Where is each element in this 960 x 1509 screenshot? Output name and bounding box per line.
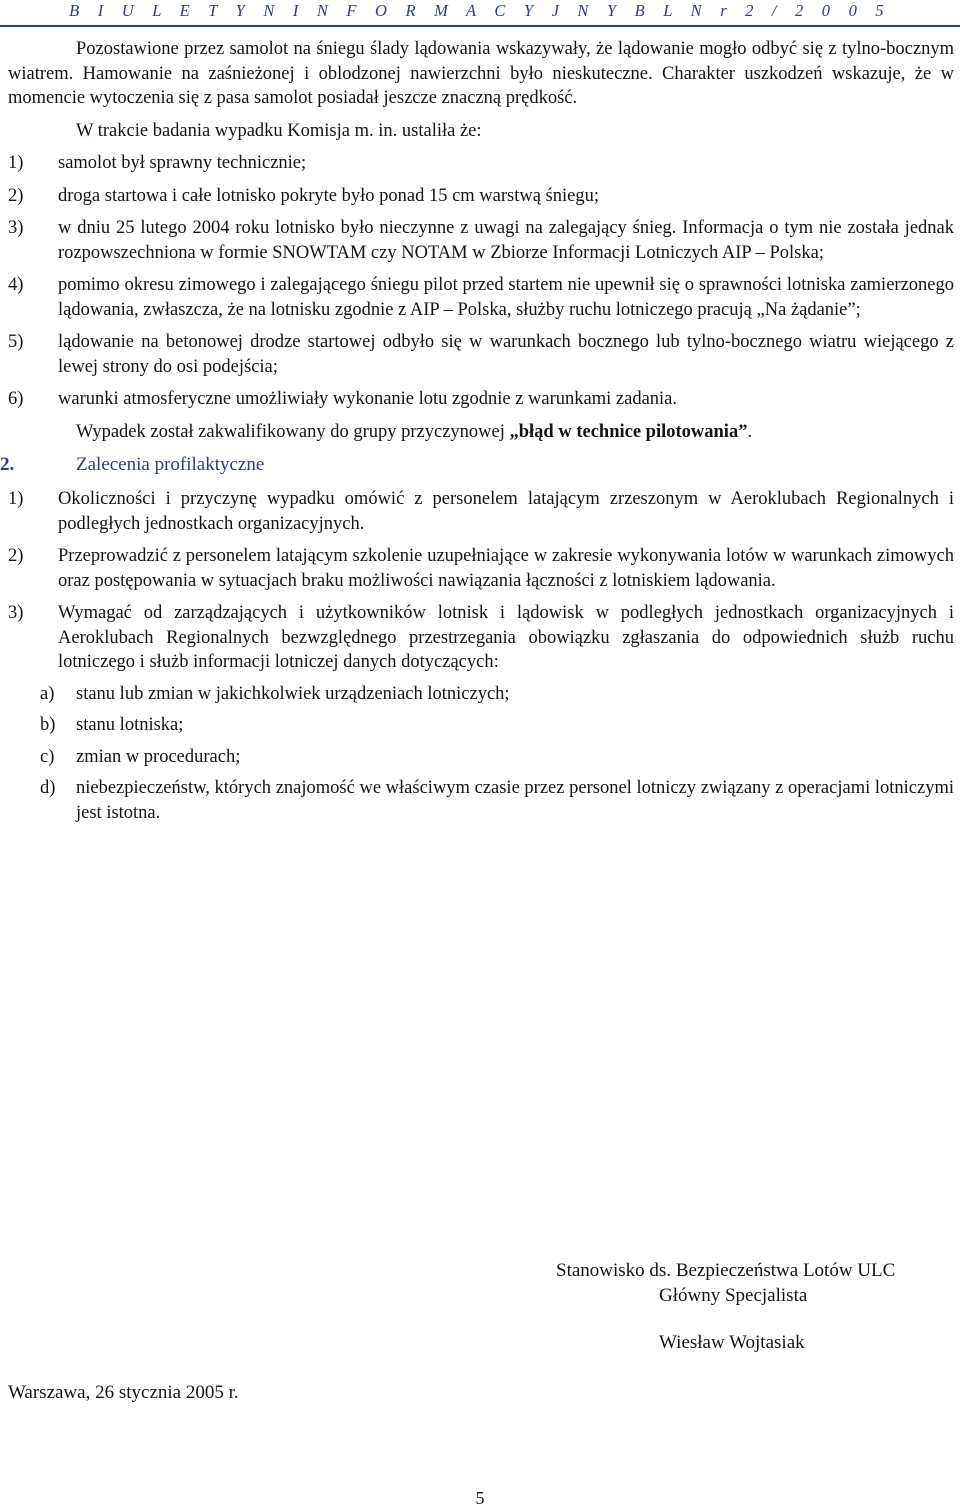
item-number: 5) [8,332,24,352]
signature-position: Główny Specjalista [659,1285,808,1306]
section-number: 2. [0,454,15,475]
item-letter: d) [40,778,56,798]
list-item [8,216,954,265]
item-number: 3) [8,603,24,623]
section-title: Zalecenia profilaktyczne [76,454,265,475]
list-item [8,151,954,176]
item-text: stanu lotniska; [76,715,184,735]
item-text: stanu lub zmian w jakichkolwiek urządzeniach lotniczych; [76,683,510,704]
item-text: Wymagać od zarządzających i użytkowników lotnisk i lądowisk w podległych jednostkach organizacyjnych i Aeroklubach Regionalnych bezwzględnego przestrzegania obowiązku zgłaszania do odpowiednich służb ruchu lotniczego i służb informacji lotniczej danych dotyczących: [58,603,954,672]
item-letter: b) [40,715,56,735]
intro-paragraph: Pozostawione przez samolot na śniegu ślady lądowania wskazywały, że lądowanie mogło odbyć się z tylno-bocznym wiatrem. Hamowanie na zaśnieżonej i oblodzonej nawierzchni było nieskuteczne. Charakter uszkodzeń wskazuje, że w momencie wytoczenia się z pasa samolot posiadał jeszcze znaczną prędkość. [8,39,954,108]
list-item [8,601,954,675]
list-item [8,330,954,379]
classification-paragraph [8,420,954,445]
item-text: Przeprowadzić z personelem latającym szkolenie uzupełniające w zakresie wykonywania lotów w warunkach zimowych oraz postępowania w sytuacjach braku możliwości nawiązania łączności z lotniskiem lądowania. [58,546,954,591]
sub-list-item [8,745,954,770]
signature-office: Stanowisko ds. Bezpieczeństwa Lotów ULC [556,1260,896,1281]
item-letter: a) [40,683,55,704]
sub-list-item [8,713,954,738]
section-heading [0,453,954,479]
item-number: 1) [8,489,24,509]
item-number: 6) [8,389,24,409]
recommendations-list [8,487,954,675]
item-text: warunki atmosferyczne umożliwiały wykonanie lotu zgodnie z warunkami zadania. [58,389,678,409]
classification-suffix: . [747,421,753,442]
item-text: niebezpieczeństw, których znajomość we właściwym czasie przez personel lotniczy związany z operacjami lotniczymi jest istotna. [76,778,954,823]
item-text: zmian w procedurach; [76,746,241,767]
item-text: lądowanie na betonowej drodze startowej odbyło się w warunkach bocznego lub tylno-bocznego wiatru wiejącego z lewej strony do osi podejścia; [58,332,954,377]
signature-block [556,1258,895,1355]
item-text: w dniu 25 lutego 2004 roku lotnisko było nieczynne z uwagi na zalegający śnieg. Informacja o tym nie została jednak rozpowszechniona w formie SNOWTAM czy NOTAM w Zbiorze Informacji Lotniczych AIP – Polska; [58,218,954,263]
item-text: droga startowa i całe lotnisko pokryte było ponad 15 cm warstwą śniegu; [58,185,599,206]
item-text: pomimo okresu zimowego i zalegającego śniegu pilot przed startem nie upewnił się o sprawności lotniska zamierzonego lądowania, zwłaszcza, że na lotnisku zgodnie z AIP – Polska, służby ruchu lotniczego pracują „Na żądanie”; [58,275,954,320]
sub-list-item [8,776,954,825]
page-header-title: B I U L E T Y N I N F O R M A C Y J N Y B L N r 2 / 2 0 0 5 [69,1,891,20]
list-item [8,184,954,209]
findings-lead: W trakcie badania wypadku Komisja m. in. ustaliła że: [76,120,482,141]
sub-list-item [8,682,954,707]
document-date: Warszawa, 26 stycznia 2005 r. [8,1382,239,1403]
item-number: 2) [8,546,24,566]
item-number: 2) [8,185,24,206]
item-text: samolot był sprawny technicznie; [58,153,307,173]
item-letter: c) [40,746,55,767]
item-text: Okoliczności i przyczynę wypadku omówić z personelem latającym zrzeszonym w Aeroklubach Regionalnych i podległych jednostkach organizacyjnych. [58,489,954,534]
list-item [8,487,954,536]
classification-prefix: Wypadek został zakwalifikowany do grupy przyczynowej [76,421,510,442]
item-number: 1) [8,153,24,173]
document-body [0,37,954,825]
findings-list [8,151,954,412]
list-item [8,273,954,322]
header-rule [0,25,960,27]
item-number: 4) [8,275,24,295]
signature-name: Wiesław Wojtasiak [659,1332,805,1353]
list-item [8,544,954,593]
item-number: 3) [8,218,24,238]
page-number: 5 [475,1488,485,1508]
classification-cause: „błąd w technice pilotowania” [509,421,748,442]
list-item [8,387,954,412]
recommendation-subitems [8,682,954,826]
